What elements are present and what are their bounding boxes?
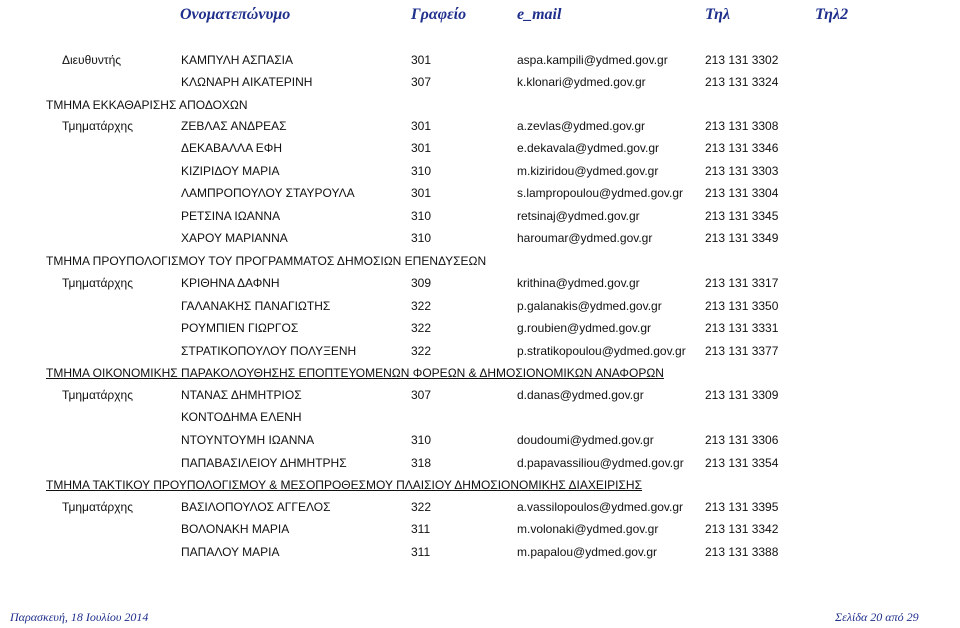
table-row bbox=[0, 409, 960, 425]
tel-cell: 213 131 3354 bbox=[705, 456, 779, 470]
tel-cell: 213 131 3306 bbox=[705, 433, 779, 447]
email-cell: a.zevlas@ydmed.gov.gr bbox=[517, 119, 646, 133]
role-cell: Τμηματάρχης bbox=[62, 388, 133, 402]
name-cell: ΒΟΛΟΝΑΚΗ ΜΑΡΙΑ bbox=[181, 522, 290, 536]
tel-cell: 213 131 3309 bbox=[705, 388, 779, 402]
email-cell: k.klonari@ydmed.gov.gr bbox=[517, 75, 646, 89]
email-cell: a.vassilopoulos@ydmed.gov.gr bbox=[517, 500, 684, 514]
table-row bbox=[0, 320, 960, 336]
name-cell: ΚΑΜΠΥΛΗ ΑΣΠΑΣΙΑ bbox=[181, 53, 293, 67]
tel-cell: 213 131 3350 bbox=[705, 299, 779, 313]
table-row bbox=[0, 74, 960, 90]
table-row bbox=[0, 52, 960, 68]
table-row bbox=[0, 544, 960, 560]
column-header-tel2: Τηλ2 bbox=[815, 6, 849, 23]
office-cell: 311 bbox=[411, 545, 431, 559]
office-cell: 322 bbox=[411, 321, 432, 335]
email-cell: m.volonaki@ydmed.gov.gr bbox=[517, 522, 659, 536]
name-cell: ΝΤΑΝΑΣ ΔΗΜΗΤΡΙΟΣ bbox=[181, 388, 302, 402]
email-cell: m.kiziridou@ydmed.gov.gr bbox=[517, 164, 659, 178]
role-cell: Τμηματάρχης bbox=[62, 500, 133, 514]
table-row bbox=[0, 521, 960, 537]
tel-cell: 213 131 3302 bbox=[705, 53, 779, 67]
office-cell: 322 bbox=[411, 500, 432, 514]
footer-date: Παρασκευή, 18 Ιουλίου 2014 bbox=[10, 610, 149, 624]
name-cell: ΝΤΟΥΝΤΟΥΜΗ ΙΩΑΝΝΑ bbox=[181, 433, 315, 447]
name-cell: ΒΑΣΙΛΟΠΟΥΛΟΣ ΑΓΓΕΛΟΣ bbox=[181, 500, 331, 514]
name-cell: ΖΕΒΛΑΣ ΑΝΔΡΕΑΣ bbox=[181, 119, 287, 133]
table-row bbox=[0, 455, 960, 471]
email-cell: aspa.kampili@ydmed.gov.gr bbox=[517, 53, 668, 67]
column-header-email: e_mail bbox=[517, 6, 562, 23]
column-header-office: Γραφείο bbox=[411, 6, 467, 23]
table-row bbox=[0, 343, 960, 359]
name-cell: ΣΤΡΑΤΙΚΟΠΟΥΛΟΥ ΠΟΛΥΞΕΝΗ bbox=[181, 344, 357, 358]
column-header-name: Ονοματεπώνυμο bbox=[180, 6, 291, 23]
office-cell: 310 bbox=[411, 164, 432, 178]
email-cell: d.papavassiliou@ydmed.gov.gr bbox=[517, 456, 684, 470]
role-cell: Τμηματάρχης bbox=[62, 119, 133, 133]
office-cell: 307 bbox=[411, 388, 432, 402]
email-cell: p.stratikopoulou@ydmed.gov.gr bbox=[517, 344, 686, 358]
email-cell: s.lampropoulou@ydmed.gov.gr bbox=[517, 186, 684, 200]
tel-cell: 213 131 3317 bbox=[705, 276, 779, 290]
table-row bbox=[0, 387, 960, 403]
office-cell: 310 bbox=[411, 433, 432, 447]
email-cell: haroumar@ydmed.gov.gr bbox=[517, 231, 653, 245]
tel-cell: 213 131 3331 bbox=[705, 321, 779, 335]
role-cell: Τμηματάρχης bbox=[62, 276, 133, 290]
tel-cell: 213 131 3349 bbox=[705, 231, 779, 245]
name-cell: ΛΑΜΠΡΟΠΟΥΛΟΥ ΣΤΑΥΡΟΥΛΑ bbox=[181, 186, 355, 200]
tel-cell: 213 131 3395 bbox=[705, 500, 779, 514]
email-cell: g.roubien@ydmed.gov.gr bbox=[517, 321, 652, 335]
section-heading: ΤΜΗΜΑ ΕΚΚΑΘΑΡΙΣΗΣ ΑΠΟΔΟΧΩΝ bbox=[46, 98, 248, 112]
name-cell: ΡΕΤΣΙΝΑ ΙΩΑΝΝΑ bbox=[181, 209, 281, 223]
office-cell: 310 bbox=[411, 231, 432, 245]
name-cell: ΠΑΠΑΛΟΥ ΜΑΡΙΑ bbox=[181, 545, 280, 559]
table-row bbox=[0, 298, 960, 314]
name-cell: ΚΡΙΘΗΝΑ ΔΑΦΝΗ bbox=[181, 276, 280, 290]
office-cell: 322 bbox=[411, 299, 432, 313]
table-row bbox=[0, 208, 960, 224]
name-cell: ΓΑΛΑΝΑΚΗΣ ΠΑΝΑΓΙΩΤΗΣ bbox=[181, 299, 331, 313]
email-cell: e.dekavala@ydmed.gov.gr bbox=[517, 141, 660, 155]
name-cell: ΡΟΥΜΠΙΕΝ ΓΙΩΡΓΟΣ bbox=[181, 321, 299, 335]
table-row bbox=[0, 163, 960, 179]
tel-cell: 213 131 3304 bbox=[705, 186, 779, 200]
tel-cell: 213 131 3377 bbox=[705, 344, 779, 358]
office-cell: 301 bbox=[411, 186, 432, 200]
tel-cell: 213 131 3346 bbox=[705, 141, 779, 155]
office-cell: 301 bbox=[411, 119, 432, 133]
office-cell: 307 bbox=[411, 75, 432, 89]
section-heading: ΤΜΗΜΑ ΤΑΚΤΙΚΟΥ ΠΡΟΥΠΟΛΟΓΙΣΜΟΥ & ΜΕΣΟΠΡΟΘΕΣΜΟΥ ΠΛΑΙΣΙΟΥ ΔΗΜΟΣΙΟΝΟΜΙΚΗΣ ΔΙΑΧΕΙΡΙΣΗΣ bbox=[46, 478, 643, 492]
table-row bbox=[0, 230, 960, 246]
office-cell: 311 bbox=[411, 522, 431, 536]
column-header-tel: Τηλ bbox=[705, 6, 731, 23]
table-row bbox=[0, 185, 960, 201]
office-cell: 322 bbox=[411, 344, 432, 358]
tel-cell: 213 131 3308 bbox=[705, 119, 779, 133]
office-cell: 318 bbox=[411, 456, 432, 470]
office-cell: 310 bbox=[411, 209, 432, 223]
email-cell: retsinaj@ydmed.gov.gr bbox=[517, 209, 640, 223]
tel-cell: 213 131 3324 bbox=[705, 75, 779, 89]
tel-cell: 213 131 3303 bbox=[705, 164, 779, 178]
email-cell: d.danas@ydmed.gov.gr bbox=[517, 388, 644, 402]
section-heading: ΤΜΗΜΑ ΠΡΟΥΠΟΛΟΓΙΣΜΟΥ ΤΟΥ ΠΡΟΓΡΑΜΜΑΤΟΣ ΔΗΜΟΣΙΩΝ ΕΠΕΝΔΥΣΕΩΝ bbox=[46, 254, 487, 268]
table-row bbox=[0, 432, 960, 448]
footer-page-number: Σελίδα 20 από 29 bbox=[835, 610, 919, 624]
table-row bbox=[0, 275, 960, 291]
section-heading: ΤΜΗΜΑ ΟΙΚΟΝΟΜΙΚΗΣ ΠΑΡΑΚΟΛΟΥΘΗΣΗΣ ΕΠΟΠΤΕΥΟΜΕΝΩΝ ΦΟΡΕΩΝ & ΔΗΜΟΣΙΟΝΟΜΙΚΩΝ ΑΝΑΦΟΡΩΝ bbox=[46, 366, 664, 380]
name-cell: ΧΑΡΟΥ ΜΑΡΙΑΝΝΑ bbox=[181, 231, 288, 245]
email-cell: p.galanakis@ydmed.gov.gr bbox=[517, 299, 662, 313]
office-cell: 301 bbox=[411, 53, 432, 67]
name-cell: ΔΕΚΑΒΑΛΛΑ ΕΦΗ bbox=[181, 141, 282, 155]
tel-cell: 213 131 3388 bbox=[705, 545, 779, 559]
office-cell: 301 bbox=[411, 141, 432, 155]
name-cell: ΚΟΝΤΟΔΗΜΑ ΕΛΕΝΗ bbox=[181, 410, 302, 424]
table-row bbox=[0, 140, 960, 156]
name-cell: ΚΙΖΙΡΙΔΟΥ ΜΑΡΙΑ bbox=[181, 164, 280, 178]
name-cell: ΠΑΠΑΒΑΣΙΛΕΙΟΥ ΔΗΜΗΤΡΗΣ bbox=[181, 456, 347, 470]
table-row bbox=[0, 499, 960, 515]
tel-cell: 213 131 3342 bbox=[705, 522, 779, 536]
office-cell: 309 bbox=[411, 276, 432, 290]
role-cell: Διευθυντής bbox=[62, 53, 122, 67]
table-row bbox=[0, 118, 960, 134]
tel-cell: 213 131 3345 bbox=[705, 209, 779, 223]
name-cell: ΚΛΩΝΑΡΗ ΑΙΚΑΤΕΡΙΝΗ bbox=[181, 75, 313, 89]
email-cell: doudoumi@ydmed.gov.gr bbox=[517, 433, 654, 447]
email-cell: m.papalou@ydmed.gov.gr bbox=[517, 545, 658, 559]
email-cell: krithina@ydmed.gov.gr bbox=[517, 276, 640, 290]
